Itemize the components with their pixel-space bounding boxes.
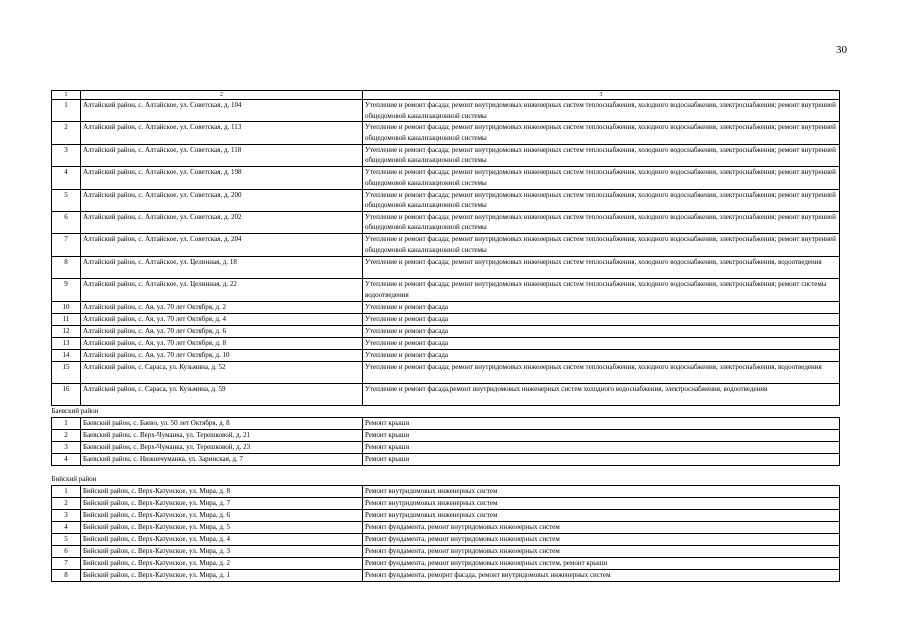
region-heading-row	[52, 406, 840, 418]
table-row	[52, 533, 840, 545]
row-number: 8	[52, 569, 81, 581]
row-work: Утепление и ремонт фасада; ремонт внутридомовых инженерных систем теплоснабжения, холодного водоснабжения, электроснабжения; ремонт внутренней общедомовой канализационной системы	[363, 144, 840, 166]
row-work: Утепление и ремонт фасада	[363, 301, 840, 313]
row-address: Бийский район, с. Верх-Катунское, ул. Мира, д. 5	[81, 521, 363, 533]
row-number: 3	[52, 144, 81, 166]
row-address: Бийский район, с. Верх-Катунское, ул. Мира, д. 6	[81, 509, 363, 521]
row-work: Утепление и ремонт фасада	[363, 349, 840, 361]
table-row	[52, 545, 840, 557]
header-col-1: 1	[52, 91, 81, 100]
region-heading: Бийский район	[51, 475, 97, 484]
row-number: 11	[52, 313, 81, 325]
row-work: Ремонт крыши	[363, 417, 840, 429]
table-row	[52, 383, 840, 405]
row-number: 2	[52, 429, 81, 441]
row-work: Ремонт внутридомовых инженерных систем	[363, 485, 840, 497]
row-number: 10	[52, 301, 81, 313]
row-address: Баевский район, с. Верх-Чуманка, ул. Терешковой, д. 21	[81, 429, 363, 441]
row-work: Утепление и ремонт фасада; ремонт внутридомовых инженерных систем теплоснабжения, холодного водоснабжения, электроснабжения; ремонт внутренней общедомовой канализационной системы	[363, 234, 840, 256]
table-row	[52, 337, 840, 349]
header-col-3: 3	[363, 91, 840, 100]
row-number: 1	[52, 485, 81, 497]
row-address: Алтайский район, с. Алтайское, ул. Советская, д. 104	[81, 100, 363, 122]
row-number: 13	[52, 337, 81, 349]
row-work: Ремонт крыши	[363, 453, 840, 465]
row-address: Алтайский район, с. Алтайское, ул. Советская, д. 202	[81, 211, 363, 233]
row-number: 1	[52, 417, 81, 429]
row-address: Баевский район, с. Нижнечуманка, ул. Заринская, д. 7	[81, 453, 363, 465]
table-row	[52, 417, 840, 429]
repair-program-table	[51, 90, 840, 582]
row-work: Утепление и ремонт фасада,ремонт внутридомовых инженерных систем холодного водоснабжения, электроснабжения, водоотведения	[363, 383, 840, 405]
row-address: Алтайский район, с. Алтайское, ул. Целинная, д. 18	[81, 256, 363, 278]
row-address: Алтайский район, с. Алтайское, ул. Советская, д. 113	[81, 122, 363, 144]
row-work: Ремонт внутридомовых инженерных систем	[363, 509, 840, 521]
row-address: Бийский район, с. Верх-Катунское, ул. Мира, д. 3	[81, 545, 363, 557]
row-address: Алтайский район, с. Алтайское, ул. Советская, д. 200	[81, 189, 363, 211]
row-number: 4	[52, 453, 81, 465]
row-number: 6	[52, 211, 81, 233]
row-address: Алтайский район, с. Ая, ул. 70 лет Октября, д. 8	[81, 337, 363, 349]
region-heading: Баевский район	[51, 407, 99, 416]
row-work: Утепление и ремонт фасада; ремонт внутридомовых инженерных систем теплоснабжения, холодного водоснабжения, электроснабжения; ремонт внутренней общедомовой канализационной системы	[363, 211, 840, 233]
row-work: Утепление и ремонт фасада; ремонт внутридомовых инженерных систем теплоснабжения, холодного водоснабжения, электроснабжения, водоотведения	[363, 361, 840, 383]
row-work: Утепление и ремонт фасада; ремонт внутридомовых инженерных систем теплоснабжения, холодного водоснабжения, электроснабжения, водоотведения	[363, 256, 840, 278]
table-row	[52, 509, 840, 521]
row-work: Утепление и ремонт фасада; ремонт внутридомовых инженерных систем теплоснабжения, холодного водоснабжения, электроснабжения; ремонт внутренней общедомовой канализационной системы	[363, 100, 840, 122]
row-work: Ремонт фундамента, ремонт внутридомовых инженерных систем	[363, 533, 840, 545]
row-number: 2	[52, 497, 81, 509]
row-number: 5	[52, 189, 81, 211]
row-work: Утепление и ремонт фасада; ремонт внутридомовых инженерных систем теплоснабжения, холодного водоснабжения, электроснабжения; ремонт системы водоотведения	[363, 279, 840, 301]
row-number: 5	[52, 533, 81, 545]
table-row	[52, 301, 840, 313]
table-header-row	[52, 91, 840, 100]
row-address: Бийский район, с. Верх-Катунское, ул. Мира, д. 4	[81, 533, 363, 545]
row-number: 14	[52, 349, 81, 361]
row-work: Ремонт внутридомовых инженерных систем	[363, 497, 840, 509]
table-row	[52, 122, 840, 144]
row-address: Алтайский район, с. Ая, ул. 70 лет Октября, д. 6	[81, 325, 363, 337]
table-row	[52, 569, 840, 581]
row-work: Ремонт фундамента, ремонт внутридомовых инженерных систем	[363, 521, 840, 533]
row-number: 3	[52, 441, 81, 453]
row-work: Утепление и ремонт фасада; ремонт внутридомовых инженерных систем теплоснабжения, холодного водоснабжения, электроснабжения; ремонт внутренней общедомовой канализационной системы	[363, 167, 840, 189]
row-number: 7	[52, 234, 81, 256]
row-work: Утепление и ремонт фасада	[363, 313, 840, 325]
row-address: Алтайский район, с. Ая, ул. 70 лет Октября, д. 10	[81, 349, 363, 361]
row-number: 3	[52, 509, 81, 521]
header-col-2: 2	[81, 91, 363, 100]
page-number: 30	[836, 44, 847, 56]
table-row	[52, 349, 840, 361]
table-row	[52, 167, 840, 189]
table-row	[52, 189, 840, 211]
row-address: Алтайский район, с. Алтайское, ул. Целинная, д. 22	[81, 279, 363, 301]
table-row	[52, 211, 840, 233]
row-number: 9	[52, 279, 81, 301]
table-row	[52, 144, 840, 166]
table-row	[52, 497, 840, 509]
row-number: 7	[52, 557, 81, 569]
row-number: 4	[52, 521, 81, 533]
table-row	[52, 313, 840, 325]
row-work: Ремонт фундамента, ремонт внутридомовых инженерных систем	[363, 545, 840, 557]
row-number: 2	[52, 122, 81, 144]
row-address: Алтайский район, с. Сараса, ул. Кузьмина, д. 59	[81, 383, 363, 405]
table-row	[52, 325, 840, 337]
row-work: Ремонт крыши	[363, 429, 840, 441]
row-number: 1	[52, 100, 81, 122]
row-address: Бийский район, с. Верх-Катунское, ул. Мира, д. 1	[81, 569, 363, 581]
table-row	[52, 100, 840, 122]
table-body	[52, 91, 840, 582]
row-work: Утепление и ремонт фасада	[363, 325, 840, 337]
region-heading-row	[52, 465, 840, 485]
row-address: Алтайский район, с. Ая, ул. 70 лет Октября, д. 4	[81, 313, 363, 325]
row-address: Алтайский район, с. Алтайское, ул. Советская, д. 198	[81, 167, 363, 189]
row-address: Баевский район, с. Баево, ул. 50 лет Октября, д. 8	[81, 417, 363, 429]
row-address: Баевский район, с. Верх-Чуманка, ул. Терешковой, д. 23	[81, 441, 363, 453]
table-row	[52, 453, 840, 465]
table-row	[52, 557, 840, 569]
row-address: Алтайский район, с. Алтайское, ул. Советская, д. 204	[81, 234, 363, 256]
row-address: Бийский район, с. Верх-Катунское, ул. Мира, д. 8	[81, 485, 363, 497]
table-row	[52, 234, 840, 256]
row-work: Утепление и ремонт фасада; ремонт внутридомовых инженерных систем теплоснабжения, холодного водоснабжения, электроснабжения; ремонт внутренней общедомовой канализационной системы	[363, 189, 840, 211]
row-number: 4	[52, 167, 81, 189]
row-number: 15	[52, 361, 81, 383]
row-address: Бийский район, с. Верх-Катунское, ул. Мира, д. 7	[81, 497, 363, 509]
row-work: Утепление и ремонт фасада; ремонт внутридомовых инженерных систем теплоснабжения, холодного водоснабжения, электроснабжения; ремонт внутренней общедомовой канализационной системы	[363, 122, 840, 144]
table-row	[52, 441, 840, 453]
row-address: Алтайский район, с. Сараса, ул. Кузьмина, д. 52	[81, 361, 363, 383]
table-row	[52, 256, 840, 278]
row-number: 8	[52, 256, 81, 278]
table-row	[52, 429, 840, 441]
row-work: Ремонт фундамента, ремонт внутридомовых инженерных систем, ремонт крыши	[363, 557, 840, 569]
row-work: Утепление и ремонт фасада	[363, 337, 840, 349]
row-address: Алтайский район, с. Алтайское, ул. Советская, д. 118	[81, 144, 363, 166]
table-row	[52, 361, 840, 383]
row-address: Алтайский район, с. Ая, ул. 70 лет Октября, д. 2	[81, 301, 363, 313]
table-row	[52, 521, 840, 533]
row-work: Ремонт крыши	[363, 441, 840, 453]
row-number: 12	[52, 325, 81, 337]
table-row	[52, 485, 840, 497]
table-row	[52, 279, 840, 301]
row-number: 6	[52, 545, 81, 557]
row-number: 16	[52, 383, 81, 405]
row-address: Бийский район, с. Верх-Катунское, ул. Мира, д. 2	[81, 557, 363, 569]
row-work: Ремонт фундамента, реморнт фасада, ремонт внутридомовых инженерных систем	[363, 569, 840, 581]
